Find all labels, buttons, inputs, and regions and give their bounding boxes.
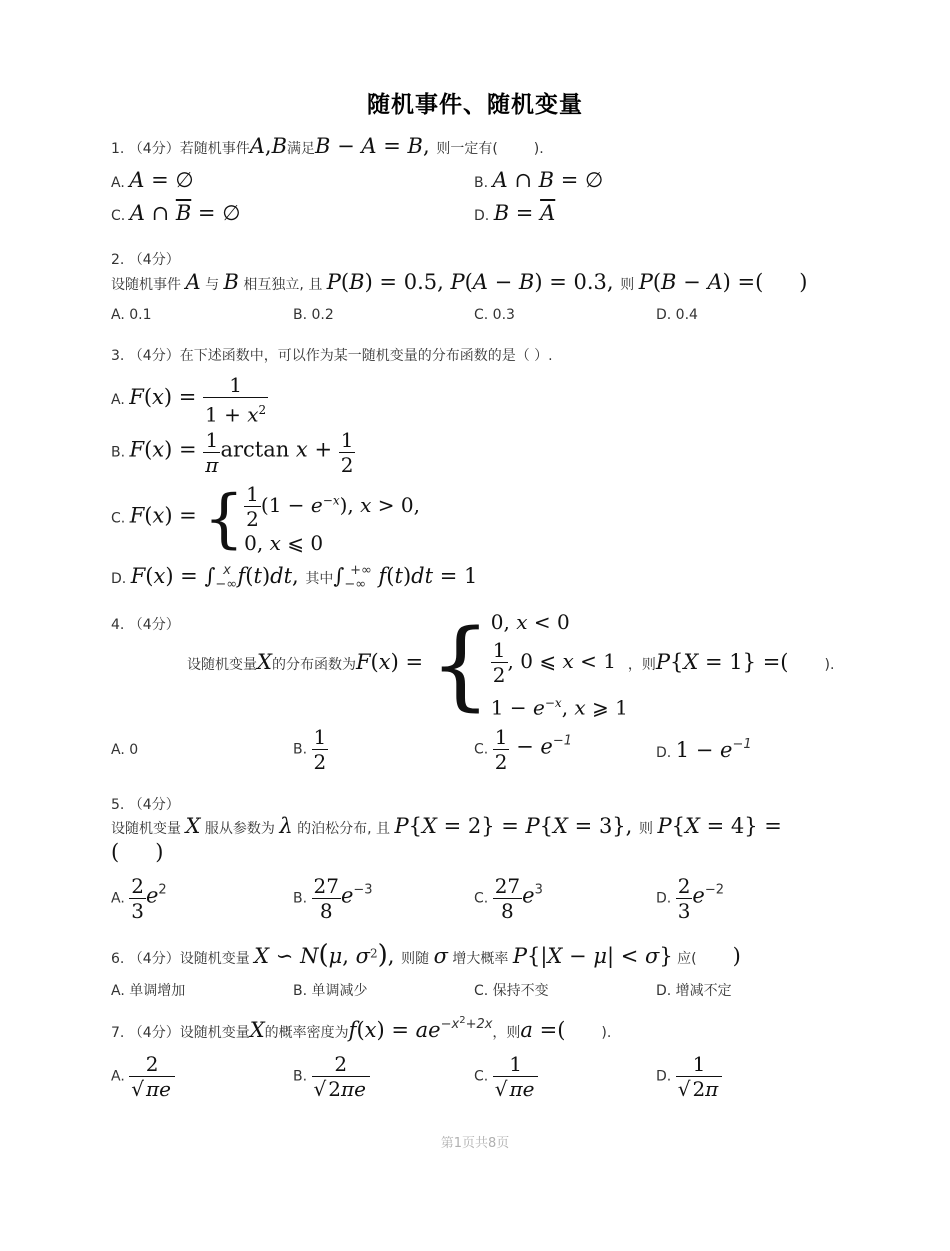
q1-tail: 则一定有( xyxy=(436,141,498,157)
option-letter: C. xyxy=(474,741,489,758)
q7-stem-c: ，则 xyxy=(492,1025,521,1041)
q7-option-a[interactable]: A. $\frac{2}{√ \pi e}$ xyxy=(111,1052,175,1101)
q6-stem-b: 则随 xyxy=(401,951,430,967)
q6-option-a[interactable]: A. 单调增加 xyxy=(111,983,186,999)
q1-option-a[interactable]: A. A = ∅ xyxy=(111,168,194,192)
q2-option-b[interactable]: B. 0.2 xyxy=(293,307,334,323)
q3-option-b[interactable]: B. F(x) = $\frac{1}{\pi}$ arctan x + $\frac{1}{2}$ xyxy=(111,428,354,477)
question-2: 设随机事件 A 与 B 相互独立, 且 P(B) = 0.5, P(A − B) = 0.3, 则 P(B − A) =( ) xyxy=(111,270,808,294)
question-5-label: 5. （4分） xyxy=(111,797,180,813)
option-letter: D. xyxy=(474,208,490,224)
q5-option-c[interactable]: C. $\frac{27}{8}$ $e^3$ xyxy=(474,874,543,923)
q1-option-b[interactable]: B. A ∩ B = ∅ xyxy=(474,168,604,192)
q6-label: 6. （4分）设随机变量 xyxy=(111,951,250,967)
q2-option-c[interactable]: C. 0.3 xyxy=(474,307,515,323)
question-6: 6. （4分）设随机变量 X ∽ N(μ, $\sigma^2$), 则随 σ 增大概率 P{|X − μ| < σ} 应( ) xyxy=(111,940,741,970)
q7-stem-b: 的概率密度为 xyxy=(264,1025,349,1041)
q3-d-mid: 其中 xyxy=(305,571,334,587)
q2-stem-a: 设随机事件 xyxy=(111,277,181,293)
q3-option-d[interactable]: D. $F(x) = \int_{-\infty}^x$ f(t)dt, 其中$\int_{-\infty}^{+\infty}$ f(t)dt = 1 xyxy=(111,563,478,592)
option-letter: D. xyxy=(111,571,127,587)
option-letter: D. xyxy=(656,1068,672,1085)
question-4: 设随机变量X的分布函数为F(x) = { 0, x < 0 $\frac{1}{2}$ , 0 ⩽ x < 1 $1 - e^{-x}$, x ⩾ 1 ，则P{X = 1} =( ). xyxy=(187,608,835,721)
q6-stem-d: 应( xyxy=(677,951,697,967)
q5-stem-b: 服从参数为 xyxy=(204,821,275,837)
q4-option-b[interactable]: B. $\frac{1}{2}$ xyxy=(293,725,327,774)
option-letter: B. xyxy=(293,1068,308,1085)
option-letter: A. xyxy=(111,1068,125,1085)
q7-option-c[interactable]: C. $\frac{1}{√ \pi e}$ xyxy=(474,1052,538,1101)
q1-label: 1. （4分）若随机事件 xyxy=(111,141,250,157)
page-footer: 第1页共8页 xyxy=(440,1136,510,1151)
q2-stem-b: 与 xyxy=(205,277,220,293)
option-letter: B. xyxy=(293,890,308,907)
question-3: 3. （4分）在下述函数中，可以作为某一随机变量的分布函数的是（ ）. xyxy=(111,348,553,364)
q1-cond: 满足 xyxy=(287,141,316,157)
q5-option-b[interactable]: B. $\frac{27}{8}$ $e^{-3}$ xyxy=(293,874,373,923)
q5-stem-a: 设随机变量 xyxy=(111,821,181,837)
q3-option-a[interactable]: A. F(x) = $\frac{1}{1 + x^2}$ xyxy=(111,373,267,427)
q2-option-a[interactable]: A. 0.1 xyxy=(111,307,152,323)
question-2-label: 2. （4分） xyxy=(111,252,180,268)
option-letter: C. xyxy=(111,510,126,527)
q1-option-c[interactable]: C. A ∩ $\overline{B}$ = ∅ xyxy=(111,201,241,225)
q6-option-b[interactable]: B. 单调减少 xyxy=(293,983,368,999)
q4-stem-b: 的分布函数为 xyxy=(271,656,356,673)
q2-stem-c: 相互独立, 且 xyxy=(243,277,323,293)
q6-option-d[interactable]: D. 增减不定 xyxy=(656,983,732,999)
question-4-label: 4. （4分） xyxy=(111,617,180,633)
option-letter: A. xyxy=(111,175,125,191)
q7-close: ). xyxy=(601,1025,612,1041)
option-letter: B. xyxy=(293,741,308,758)
q4-close: ). xyxy=(824,656,835,673)
q4-option-a[interactable]: A. 0 xyxy=(111,742,139,758)
option-letter: D. xyxy=(656,890,672,907)
page-title: 随机事件、随机变量 xyxy=(367,92,583,118)
q5-stem-c: 的泊松分布, 且 xyxy=(297,821,390,837)
question-5-blank: ( ) xyxy=(111,840,164,864)
q1-option-d[interactable]: D. $B = \overline{A}$ xyxy=(474,201,556,225)
q4-option-c[interactable]: C. $\frac{1}{2}$ − $e^{-1}$ xyxy=(474,725,572,774)
q1-close: ). xyxy=(533,141,544,157)
q7-label: 7. （4分）设随机变量 xyxy=(111,1025,250,1041)
option-letter: B. xyxy=(474,175,489,191)
question-1: 1. （4分）若随机事件A,B满足B − A = B, 则一定有( ). xyxy=(111,134,544,158)
option-letter: C. xyxy=(474,890,489,907)
q6-stem-c: 增大概率 xyxy=(452,951,509,967)
q7-option-d[interactable]: D. $\frac{1}{√ 2\pi}$ xyxy=(656,1052,722,1101)
q2-stem-d: 则 xyxy=(620,277,635,293)
option-letter: C. xyxy=(474,1068,489,1085)
option-letter: C. xyxy=(111,208,126,224)
question-7: 7. （4分）设随机变量X的概率密度为$f(x) = ae^{-x^2+2x}$，则a =( ). xyxy=(111,1015,612,1042)
q7-option-b[interactable]: B. $\frac{2}{√ 2\pi e}$ xyxy=(293,1052,370,1101)
question-5: 设随机变量 X 服从参数为 λ 的泊松分布, 且 P{X = 2} = P{X = 3}, 则 P{X = 4} = xyxy=(111,814,782,838)
q3-option-c[interactable]: C. F(x) = { $\frac{1}{2}$ $(1 - e^{-x})$, x > 0, 0, x ⩽ 0 xyxy=(111,481,420,556)
option-letter: A. xyxy=(111,890,125,907)
q2-option-d[interactable]: D. 0.4 xyxy=(656,307,698,323)
q5-option-d[interactable]: D. $\frac{2}{3}$ $e^{-2}$ xyxy=(656,874,725,923)
q5-stem-d: 则 xyxy=(639,821,654,837)
q4-option-d[interactable]: D. $1 - e^{-1}$ xyxy=(656,737,752,762)
q6-option-c[interactable]: C. 保持不变 xyxy=(474,983,549,999)
q4-stem-a: 设随机变量 xyxy=(187,656,257,673)
option-letter: A. xyxy=(111,391,125,408)
option-letter: D. xyxy=(656,745,672,761)
q4-stem-c: ，则 xyxy=(627,656,656,673)
q5-option-a[interactable]: A. $\frac{2}{3}$ $e^2$ xyxy=(111,874,167,923)
option-letter: B. xyxy=(111,444,126,461)
